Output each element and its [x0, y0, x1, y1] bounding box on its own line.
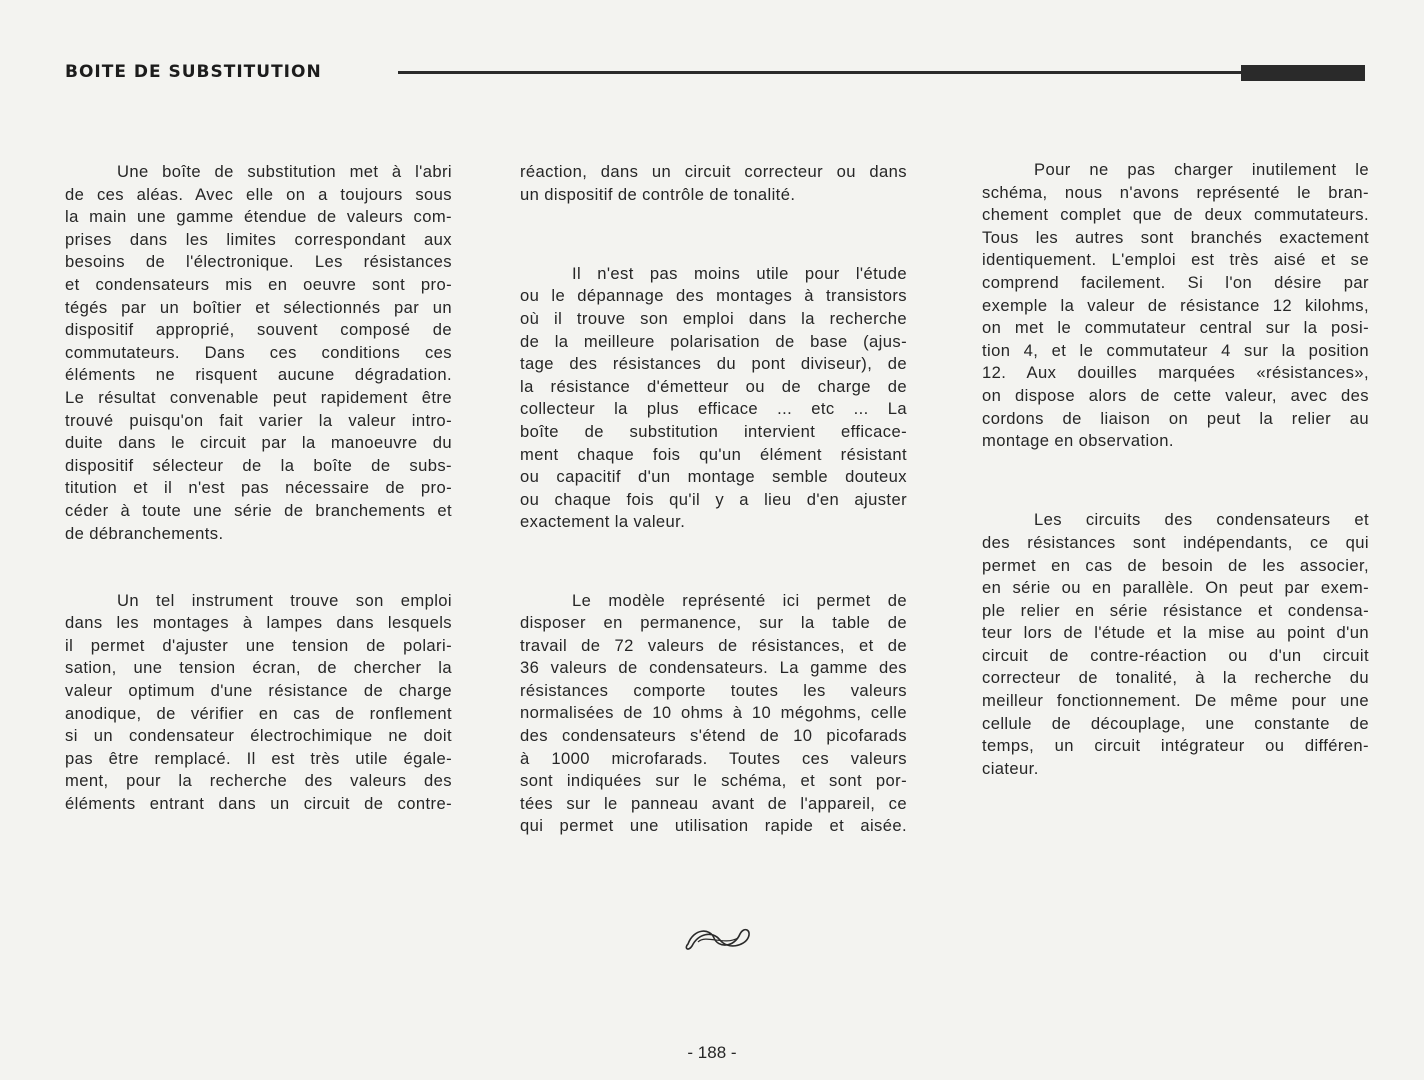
- text-line: Pour ne pas charger inutilement le: [1034, 160, 1369, 179]
- text-line: tées sur le panneau avant de l'appareil, ce: [520, 793, 907, 813]
- text-line: dans les montages à lampes dans lesquels: [65, 613, 452, 633]
- text-column-3: [982, 159, 1369, 780]
- text-line: éléments entrant dans un circuit de contre-: [65, 794, 452, 814]
- text-line: ou chaque fois qu'il y a lieu d'en ajuster: [520, 489, 907, 509]
- text-line: travail de 72 valeurs de résistances, et de: [520, 635, 907, 655]
- text-line: dispositif approprié, souvent composé de: [65, 320, 452, 340]
- text-column-2: [520, 161, 907, 838]
- text-line: ou capacitif d'un montage semble douteux: [520, 467, 907, 487]
- text-line: si un condensateur électrochimique ne doit: [65, 726, 452, 746]
- text-line: Tous les autres sont branchés exactement: [982, 227, 1369, 247]
- text-line: collecteur la plus efficace ... etc ... La: [520, 399, 907, 419]
- text-line: besoins de l'électronique. Les résistances: [65, 252, 452, 272]
- text-line: permet en cas de besoin de les associer,: [982, 555, 1369, 575]
- text-line: montage en observation.: [982, 431, 1174, 451]
- text-line: ment, pour la recherche des valeurs des: [65, 771, 452, 791]
- text-line: des condensateurs s'étend de 10 picofarads: [520, 726, 907, 746]
- header-rule: [398, 71, 1243, 74]
- text-line: en série ou en parallèle. On peut par exem-: [982, 578, 1369, 598]
- text-line: Il n'est pas moins utile pour l'étude: [572, 263, 907, 283]
- text-line: tage des résistances du pont diviseur), de: [520, 354, 907, 374]
- text-line: titution et il n'est pas nécessaire de pro-: [65, 478, 452, 498]
- text-line: normalisées de 10 ohms à 10 mégohms, celle: [520, 703, 907, 723]
- paragraph: [520, 590, 907, 839]
- text-line: anodique, de vérifier en cas de ronflement: [65, 703, 452, 723]
- text-line: des résistances sont indépendants, ce qui: [982, 532, 1369, 552]
- text-line: à 1000 microfarads. Toutes ces valeurs: [520, 748, 907, 768]
- text-line: on dispose alors de cette valeur, avec des: [982, 385, 1369, 405]
- text-line: la main une gamme étendue de valeurs com-: [65, 207, 452, 227]
- paragraph: [520, 263, 907, 534]
- text-line: Le modèle représenté ici permet de: [572, 590, 907, 610]
- text-line: et condensateurs mis en oeuvre sont pro-: [65, 274, 452, 294]
- text-line: tégés par un boîtier et sélectionnés par un: [65, 297, 452, 317]
- text-line: Un tel instrument trouve son emploi: [117, 590, 452, 610]
- paragraph: [982, 159, 1369, 453]
- section-title: BOITE DE SUBSTITUTION: [65, 62, 322, 82]
- text-line: ple relier en série résistance et condensa-: [982, 600, 1369, 620]
- text-line: Les circuits des condensateurs et: [1034, 510, 1369, 530]
- text-line: de débranchements.: [65, 523, 224, 543]
- text-line: chement complet que de deux commutateurs.: [982, 205, 1369, 225]
- paragraph: [982, 509, 1369, 780]
- text-line: meilleur fonctionnement. De même pour une: [982, 691, 1369, 711]
- text-line: teur lors de l'étude et la mise au point d'un: [982, 623, 1369, 643]
- text-line: où il trouve son emploi dans la recherche: [520, 308, 907, 328]
- text-line: Une boîte de substitution met à l'abri: [117, 162, 452, 181]
- text-line: ou le dépannage des montages à transistors: [520, 286, 907, 306]
- text-line: comprend facilement. Si l'on désire par: [982, 272, 1369, 292]
- text-line: ment chaque fois qu'un élément résistant: [520, 444, 907, 464]
- text-line: duite dans le circuit par la manoeuvre du: [65, 433, 452, 453]
- text-line: résistances comporte toutes les valeurs: [520, 680, 907, 700]
- text-line: cordons de liaison on peut la relier au: [982, 408, 1369, 428]
- text-line: trouvé puisqu'on fait varier la valeur intro-: [65, 410, 452, 430]
- text-line: dispositif sélecteur de la boîte de subs-: [65, 455, 452, 475]
- text-line: circuit de contre-réaction ou d'un circuit: [982, 645, 1369, 665]
- text-line: prises dans les limites correspondant aux: [65, 229, 452, 249]
- text-line: sation, une tension écran, de chercher la: [65, 658, 452, 678]
- text-line: valeur optimum d'une résistance de charge: [65, 681, 452, 701]
- text-line: qui permet une utilisation rapide et aisée.: [520, 816, 907, 836]
- paragraph: [520, 161, 907, 206]
- text-line: la résistance d'émetteur ou de charge de: [520, 376, 907, 396]
- header-bar-block: [1241, 65, 1365, 81]
- text-line: tion 4, et le commutateur 4 sur la position: [982, 340, 1369, 360]
- text-line: boîte de substitution intervient efficace-: [520, 421, 907, 441]
- text-line: un dispositif de contrôle de tonalité.: [520, 184, 796, 204]
- text-line: 12. Aux douilles marquées «résistances»,: [982, 363, 1369, 383]
- text-line: correcteur de tonalité, à la recherche du: [982, 668, 1369, 688]
- paragraph: [65, 590, 452, 816]
- text-line: de ces aléas. Avec elle on a toujours sous: [65, 184, 452, 204]
- text-column-1: [65, 161, 452, 816]
- text-line: on met le commutateur central sur la posi-: [982, 318, 1369, 338]
- paragraph: [65, 161, 452, 545]
- text-line: cellule de découplage, une constante de: [982, 713, 1369, 733]
- text-line: temps, un circuit intégrateur ou différen-: [982, 736, 1369, 756]
- page-number: - 188 -: [687, 1043, 737, 1062]
- text-line: il permet d'ajuster une tension de polari-: [65, 635, 452, 655]
- text-line: éléments ne risquent aucune dégradation.: [65, 365, 452, 385]
- text-line: sont indiquées sur le schéma, et sont por-: [520, 771, 907, 791]
- text-line: 36 valeurs de condensateurs. La gamme des: [520, 658, 907, 678]
- text-line: exemple la valeur de résistance 12 kilohms,: [982, 295, 1369, 315]
- text-line: identiquement. L'emploi est très aisé et se: [982, 250, 1369, 270]
- text-line: Le résultat convenable peut rapidement être: [65, 387, 452, 407]
- ornament-flourish-icon: [684, 924, 754, 954]
- text-line: de la meilleure polarisation de base (ajus-: [520, 331, 907, 351]
- text-line: exactement la valeur.: [520, 512, 686, 532]
- text-line: céder à toute une série de branchements et: [65, 500, 452, 520]
- text-line: ciateur.: [982, 758, 1039, 778]
- text-line: pas être remplacé. Il est très utile égale-: [65, 748, 452, 768]
- text-line: disposer en permanence, sur la table de: [520, 613, 907, 633]
- text-line: réaction, dans un circuit correcteur ou dans: [520, 162, 907, 181]
- text-line: schéma, nous n'avons représenté le bran-: [982, 182, 1369, 202]
- text-line: commutateurs. Dans ces conditions ces: [65, 342, 452, 362]
